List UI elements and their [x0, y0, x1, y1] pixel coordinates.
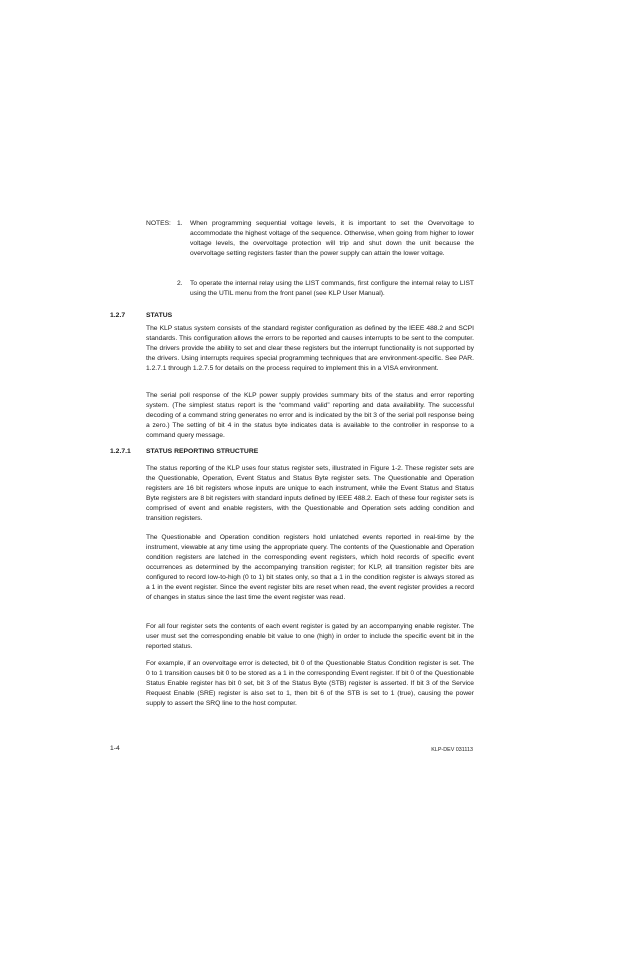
- reporting-paragraph-4: For example, if an overvoltage error is detected, bit 0 of the Questionable Status Condition register is set. The 0 to 1 transition causes bit 0 to be stored as a 1 in the corresponding Event register. If bit 0 of the Questionable Status Enable register has bit 0 set, bit 3 of the Status Byte (STB) register is asserted. If bit 3 of the Service Request Enable (SRE) register is also set to 1, then bit 6 of the STB is set to 1 (true), causing the power supply to assert the SRQ line to the host computer.: [146, 660, 474, 707]
- status-paragraph-1: The KLP status system consists of the standard register configuration as defined by the IEEE 488.2 and SCPI standards. This configuration allows the errors to be reported and causes interrupts to be sent to the computer. The drivers provide the ability to set and clear these registers but the interrupt functionality is not supported by the drivers. Using interrupts requires special programming techniques that are environment-specific. See PAR. 1.2.7.1 through 1.2.7.5 for details on the process required to implement this in a VISA environment.: [146, 325, 474, 372]
- section-title-reporting-structure: STATUS REPORTING STRUCTURE: [146, 448, 259, 455]
- reporting-paragraph-3: For all four register sets the contents of each event register is gated by an accompanying enable register. The user must set the corresponding enable bit value to one (high) in order to include the specific event bit in the reported status.: [146, 623, 474, 650]
- note-2-text: To operate the internal relay using the LIST commands, first configure the internal relay to LIST using the UTIL menu from the front panel (see KLP User Manual).: [190, 280, 474, 297]
- section-number-reporting-structure: 1.2.7.1: [110, 448, 131, 455]
- status-paragraph-2: The serial poll response of the KLP power supply provides summary bits of the status and error reporting system. (The simplest status report is the “command valid” reporting and data availability. The successful decoding of a command string generates no error and is indicated by the bit 3 of the serial poll response being a zero.) The setting of bit 4 in the status byte indicates data is available to the controller in response to a command query message.: [146, 392, 474, 439]
- reporting-paragraph-1: The status reporting of the KLP uses four status register sets, illustrated in Figure 1-2. These register sets are the Questionable, Operation, Event Status and Status Byte register sets. The Questionable and Operation registers are 16 bit registers whose inputs are unique to each instrument, while the Event Status and Status Byte registers are 8 bit registers with standard inputs defined by IEEE 488.2. Each of these four register sets is comprised of event and enable registers, with the Questionable and Operation sets adding condition and transition registers.: [146, 465, 474, 522]
- notes-label: NOTES:: [146, 220, 171, 227]
- section-title-status: STATUS: [146, 312, 173, 319]
- note-2-number: 2.: [177, 280, 183, 287]
- section-number-status: 1.2.7: [110, 312, 126, 319]
- page-number: 1-4: [110, 745, 120, 752]
- reporting-paragraph-2: The Questionable and Operation condition registers hold unlatched events reported in real-time by the instrument, viewable at any time using the appropriate query. The contents of the Questionable and Operation condition registers are latched in the corresponding event registers, which hold records of specific event occurrences as determined by the accompanying transition register; for KLP, all transition register bits are configured to record low-to-high (0 to 1) bit states only, so that a 1 in the condition register is always stored as a 1 in the event register. Since the event register bits are reset when read, the event register provides a record of changes in status since the last time the event register was read.: [146, 534, 474, 601]
- note-1-text: When programming sequential voltage levels, it is important to set the Overvoltage to accommodate the highest voltage of the sequence. Otherwise, when going from higher to lower voltage levels, the overvoltage protection will trip and shut down the unit because the overvoltage setting registers faster than the power supply can attain the lower voltage.: [190, 220, 474, 257]
- note-1-number: 1.: [177, 220, 183, 227]
- document-id: KLP-DEV 031113: [431, 747, 473, 753]
